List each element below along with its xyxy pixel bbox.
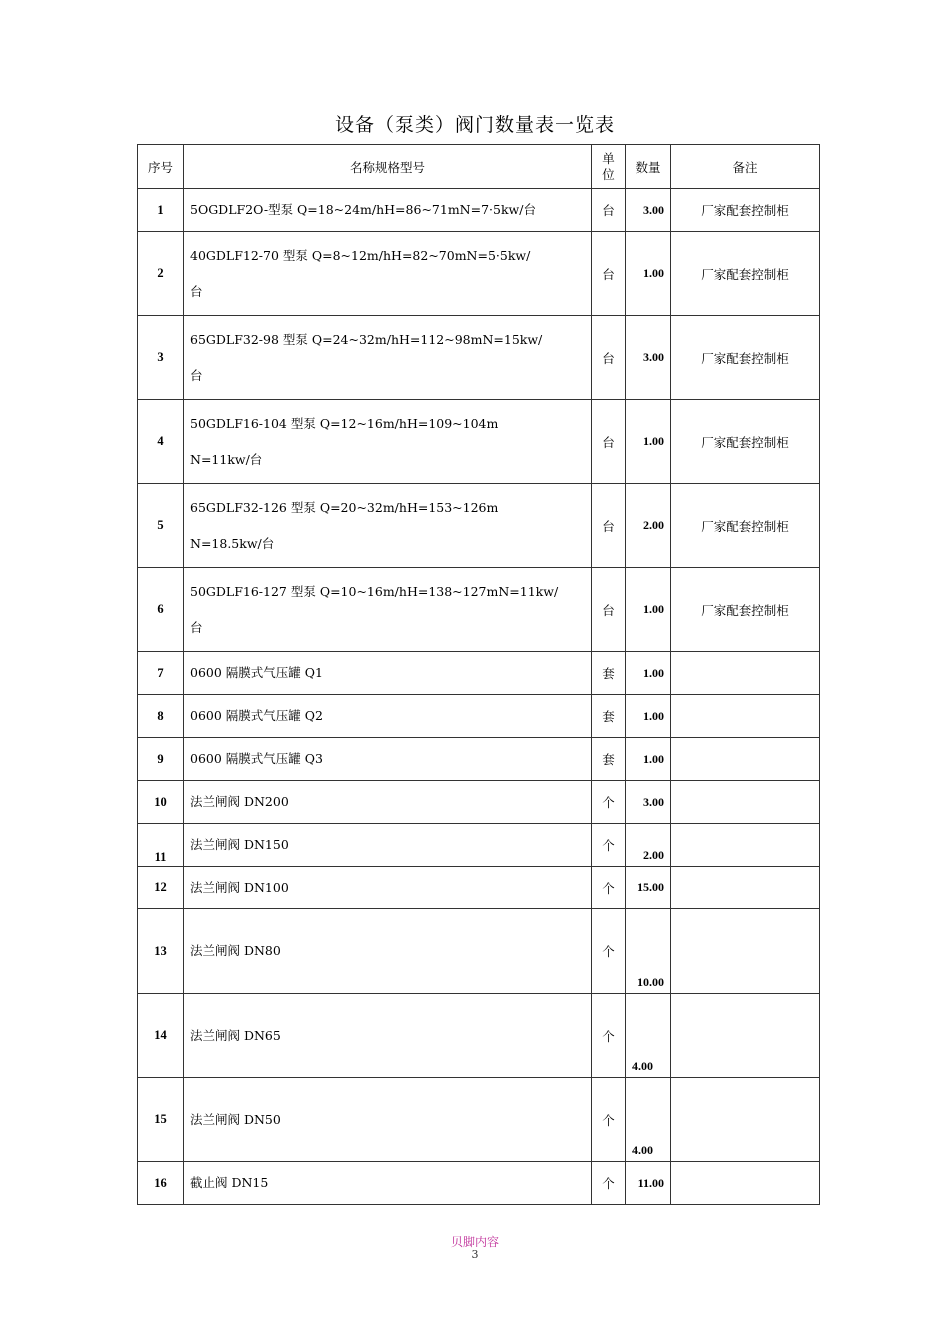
row-number: 9 xyxy=(138,738,184,781)
row-number: 15 xyxy=(138,1078,184,1162)
row-unit: 套 xyxy=(592,652,626,695)
row-name-line2: N=18.5kw/台 xyxy=(190,535,275,551)
row-name xyxy=(184,189,592,232)
header-name: 名称规格型号 xyxy=(184,145,592,189)
row-qty: 1.00 xyxy=(626,232,671,316)
row-name-line2: N=11kw/台 xyxy=(190,451,263,467)
table-row xyxy=(138,652,820,695)
row-number: 3 xyxy=(138,316,184,400)
row-name xyxy=(184,400,592,484)
row-number: 12 xyxy=(138,867,184,909)
row-name xyxy=(184,738,592,781)
row-note xyxy=(671,652,820,695)
row-name xyxy=(184,695,592,738)
row-number: 5 xyxy=(138,484,184,568)
row-note: 厂家配套控制柜 xyxy=(671,400,820,484)
row-number: 14 xyxy=(138,994,184,1078)
row-number: 10 xyxy=(138,781,184,824)
row-unit: 个 xyxy=(592,994,626,1078)
table-row xyxy=(138,232,820,316)
row-qty: 3.00 xyxy=(626,316,671,400)
row-note xyxy=(671,994,820,1078)
row-unit: 个 xyxy=(592,867,626,909)
row-unit: 台 xyxy=(592,232,626,316)
row-name-line1: 0600 隔膜式气压罐 Q2 xyxy=(190,708,323,723)
row-name-line1: 截止阀 DN15 xyxy=(190,1175,269,1190)
row-name-line1: 5OGDLF2O-型泵 Q=18~24m/hH=86~71mN=7·5kw/台 xyxy=(190,202,536,217)
footer-text: 贝脚内容 xyxy=(450,1235,499,1249)
row-name-line1: 法兰闸阀 DN65 xyxy=(190,1027,281,1043)
row-name xyxy=(184,316,592,400)
row-name xyxy=(184,652,592,695)
table-row xyxy=(138,781,820,824)
row-qty: 2.00 xyxy=(626,484,671,568)
row-qty: 3.00 xyxy=(626,781,671,824)
table-row xyxy=(138,484,820,568)
row-number: 11 xyxy=(138,824,184,867)
row-name-line1: 法兰闸阀 DN80 xyxy=(190,943,281,958)
page-title: 设备（泵类）阀门数量表一览表 xyxy=(334,114,615,136)
row-name-line1: 0600 隔膜式气压罐 Q1 xyxy=(190,665,323,680)
row-name xyxy=(184,824,592,867)
table-row xyxy=(138,1162,820,1205)
header-unit: 单 位 xyxy=(592,145,626,189)
row-name-line1: 法兰闸阀 DN200 xyxy=(190,794,289,809)
row-note xyxy=(671,867,820,909)
row-name-line2: 台 xyxy=(190,619,203,635)
header-note: 备注 xyxy=(671,145,820,189)
row-unit: 套 xyxy=(592,695,626,738)
row-note xyxy=(671,695,820,738)
row-qty: 15.00 xyxy=(626,867,671,909)
row-unit: 台 xyxy=(592,484,626,568)
row-name xyxy=(184,484,592,568)
row-qty: 2.00 xyxy=(626,824,671,867)
row-note xyxy=(671,738,820,781)
row-qty: 1.00 xyxy=(626,738,671,781)
row-unit: 个 xyxy=(592,781,626,824)
row-unit: 个 xyxy=(592,909,626,994)
row-note xyxy=(671,1162,820,1205)
row-unit: 台 xyxy=(592,400,626,484)
row-unit: 台 xyxy=(592,316,626,400)
row-number: 1 xyxy=(138,189,184,232)
row-name xyxy=(184,867,592,909)
row-name xyxy=(184,994,592,1078)
row-name-line1: 65GDLF32-126 型泵 Q=20~32m/hH=153~126m xyxy=(190,499,499,515)
row-name-line1: 50GDLF16-127 型泵 Q=10~16m/hH=138~127mN=11kw/ xyxy=(190,583,559,599)
row-note: 厂家配套控制柜 xyxy=(671,484,820,568)
row-number: 7 xyxy=(138,652,184,695)
equipment-table xyxy=(137,144,820,1205)
row-name xyxy=(184,909,592,994)
row-name-line2: 台 xyxy=(190,367,203,383)
table-row xyxy=(138,316,820,400)
header-qty: 数量 xyxy=(626,145,671,189)
table-row xyxy=(138,909,820,994)
row-number: 13 xyxy=(138,909,184,994)
row-name xyxy=(184,232,592,316)
page-number: 3 xyxy=(471,1248,479,1261)
table-row xyxy=(138,994,820,1078)
table-row xyxy=(138,695,820,738)
row-qty: 3.00 xyxy=(626,189,671,232)
row-note xyxy=(671,824,820,867)
row-name xyxy=(184,1078,592,1162)
row-name-line1: 50GDLF16-104 型泵 Q=12~16m/hH=109~104m xyxy=(190,415,499,431)
row-note xyxy=(671,781,820,824)
row-name-line1: 40GDLF12-70 型泵 Q=8~12m/hH=82~70mN=5·5kw/ xyxy=(190,247,531,263)
row-name-line1: 65GDLF32-98 型泵 Q=24~32m/hH=112~98mN=15kw/ xyxy=(190,331,543,347)
row-qty: 4.00 xyxy=(626,1078,671,1162)
row-unit: 个 xyxy=(592,824,626,867)
table-header-row xyxy=(138,145,820,189)
row-unit: 台 xyxy=(592,189,626,232)
row-name xyxy=(184,1162,592,1205)
row-unit: 套 xyxy=(592,738,626,781)
row-qty: 10.00 xyxy=(626,909,671,994)
row-number: 4 xyxy=(138,400,184,484)
row-note: 厂家配套控制柜 xyxy=(671,232,820,316)
row-number: 6 xyxy=(138,568,184,652)
row-unit: 个 xyxy=(592,1162,626,1205)
row-unit: 台 xyxy=(592,568,626,652)
row-qty: 1.00 xyxy=(626,400,671,484)
row-name xyxy=(184,781,592,824)
row-number: 8 xyxy=(138,695,184,738)
row-note: 厂家配套控制柜 xyxy=(671,189,820,232)
header-no: 序号 xyxy=(138,145,184,189)
row-name-line2: 台 xyxy=(190,283,203,299)
row-qty: 1.00 xyxy=(626,652,671,695)
row-name-line1: 法兰闸阀 DN150 xyxy=(190,837,289,852)
row-note xyxy=(671,909,820,994)
row-number: 2 xyxy=(138,232,184,316)
row-note: 厂家配套控制柜 xyxy=(671,316,820,400)
row-note: 厂家配套控制柜 xyxy=(671,568,820,652)
row-name-line1: 法兰闸阀 DN50 xyxy=(190,1111,281,1127)
table-row xyxy=(138,824,820,867)
row-qty: 4.00 xyxy=(626,994,671,1078)
row-note xyxy=(671,1078,820,1162)
row-name-line1: 法兰闸阀 DN100 xyxy=(190,879,289,895)
row-unit: 个 xyxy=(592,1078,626,1162)
row-name-line1: 0600 隔膜式气压罐 Q3 xyxy=(190,751,323,766)
row-qty: 11.00 xyxy=(626,1162,671,1205)
row-number: 16 xyxy=(138,1162,184,1205)
table-row xyxy=(138,867,820,909)
table-row xyxy=(138,189,820,232)
table-row xyxy=(138,568,820,652)
table-row xyxy=(138,738,820,781)
row-name xyxy=(184,568,592,652)
row-qty: 1.00 xyxy=(626,568,671,652)
row-qty: 1.00 xyxy=(626,695,671,738)
table-row xyxy=(138,1078,820,1162)
table-row xyxy=(138,400,820,484)
